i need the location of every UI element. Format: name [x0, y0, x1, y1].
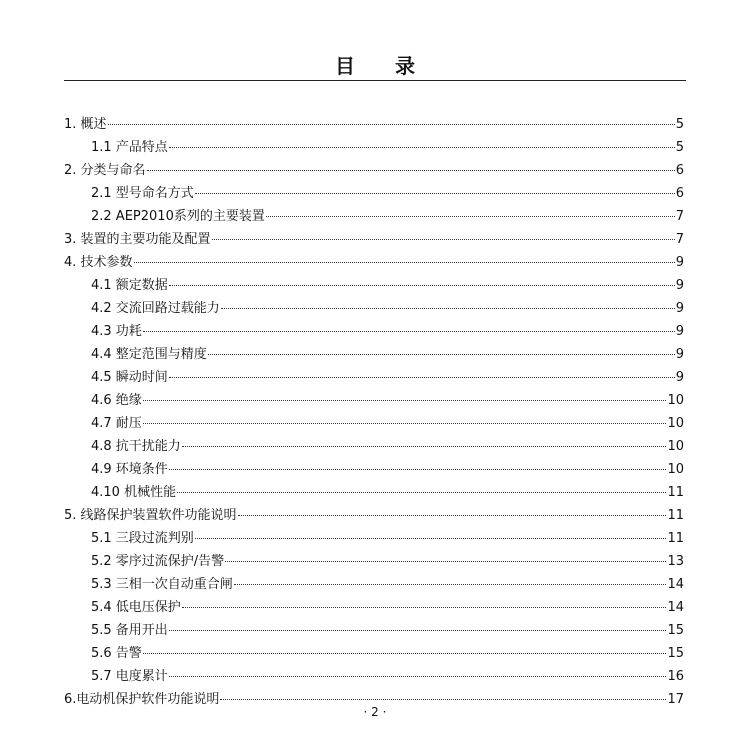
dot-leader [238, 515, 667, 516]
title-char-2: 录 [395, 54, 415, 78]
toc-entry-page: 6 [675, 163, 684, 178]
page-title [0, 50, 750, 79]
toc-entry-page: 11 [667, 485, 684, 500]
toc-entry-label: 4.4 整定范围与精度 [91, 347, 207, 362]
table-of-contents [64, 113, 684, 711]
dot-leader [169, 630, 667, 631]
toc-entry-label: 5.1 三段过流判别 [91, 531, 194, 546]
toc-entry-label: 4.10 机械性能 [91, 485, 177, 500]
toc-entry[interactable] [64, 619, 684, 642]
toc-entry-page: 11 [667, 508, 684, 523]
toc-entry-page: 7 [675, 209, 684, 224]
dot-leader [182, 607, 667, 608]
toc-entry[interactable] [64, 412, 684, 435]
toc-entry[interactable] [64, 458, 684, 481]
dot-leader [225, 561, 666, 562]
dot-leader [134, 262, 675, 263]
toc-entry[interactable] [64, 228, 684, 251]
toc-entry[interactable] [64, 504, 684, 527]
toc-entry-page: 10 [667, 439, 684, 454]
toc-entry-page: 14 [667, 577, 684, 592]
toc-entry[interactable] [64, 389, 684, 412]
toc-entry-page: 6 [675, 186, 684, 201]
toc-entry-label: 4.8 抗干扰能力 [91, 439, 181, 454]
toc-entry[interactable] [64, 205, 684, 228]
toc-entry[interactable] [64, 274, 684, 297]
dot-leader [266, 216, 675, 217]
page-number: · 2 · [363, 705, 387, 719]
toc-entry-label: 5.3 三相一次自动重合闸 [91, 577, 233, 592]
toc-entry-page: 5 [675, 117, 684, 132]
toc-entry[interactable] [64, 182, 684, 205]
toc-entry-label: 4.6 绝缘 [91, 393, 142, 408]
toc-entry-page: 16 [667, 669, 684, 684]
title-char-1: 目 [335, 54, 355, 78]
toc-entry[interactable] [64, 159, 684, 182]
toc-entry-label: 1.1 产品特点 [91, 140, 168, 155]
title-divider [64, 80, 686, 81]
toc-entry-label: 4.5 瞬动时间 [91, 370, 168, 385]
toc-entry[interactable] [64, 642, 684, 665]
toc-entry-page: 9 [675, 278, 684, 293]
toc-entry-label: 2. 分类与命名 [64, 163, 146, 178]
dot-leader [195, 193, 675, 194]
dot-leader [234, 584, 667, 585]
toc-entry[interactable] [64, 665, 684, 688]
toc-entry[interactable] [64, 297, 684, 320]
dot-leader [221, 308, 675, 309]
dot-leader [169, 285, 675, 286]
dot-leader [182, 446, 667, 447]
dot-leader [169, 469, 667, 470]
toc-entry-page: 9 [675, 370, 684, 385]
toc-entry[interactable] [64, 481, 684, 504]
dot-leader [108, 124, 675, 125]
toc-entry-page: 13 [667, 554, 684, 569]
toc-entry-label: 5.2 零序过流保护/告警 [91, 554, 225, 569]
toc-entry-page: 10 [667, 462, 684, 477]
toc-entry-label: 5. 线路保护装置软件功能说明 [64, 508, 237, 523]
toc-entry[interactable] [64, 527, 684, 550]
toc-entry[interactable] [64, 251, 684, 274]
toc-entry[interactable] [64, 435, 684, 458]
toc-entry[interactable] [64, 113, 684, 136]
toc-entry-label: 4.7 耐压 [91, 416, 142, 431]
toc-entry[interactable] [64, 596, 684, 619]
toc-entry-label: 4.1 额定数据 [91, 278, 168, 293]
toc-entry-page: 9 [675, 347, 684, 362]
toc-entry-label: 1. 概述 [64, 117, 107, 132]
toc-entry-label: 4.3 功耗 [91, 324, 142, 339]
toc-entry-page: 9 [675, 301, 684, 316]
toc-entry[interactable] [64, 366, 684, 389]
toc-entry-page: 15 [667, 646, 684, 661]
dot-leader [143, 400, 667, 401]
dot-leader [169, 377, 675, 378]
toc-entry-page: 11 [667, 531, 684, 546]
dot-leader [169, 676, 667, 677]
dot-leader [195, 538, 667, 539]
toc-entry[interactable] [64, 550, 684, 573]
dot-leader [208, 354, 675, 355]
toc-entry-label: 5.7 电度累计 [91, 669, 168, 684]
dot-leader [143, 331, 675, 332]
dot-leader [177, 492, 666, 493]
dot-leader [212, 239, 675, 240]
toc-entry-page: 5 [675, 140, 684, 155]
toc-entry-page: 10 [667, 416, 684, 431]
toc-entry-label: 5.4 低电压保护 [91, 600, 181, 615]
toc-entry-label: 2.2 AEP2010系列的主要装置 [91, 209, 265, 224]
toc-entry-page: 7 [675, 232, 684, 247]
toc-entry[interactable] [64, 320, 684, 343]
toc-entry-label: 6.电动机保护软件功能说明 [64, 692, 220, 707]
toc-entry-label: 4.9 环境条件 [91, 462, 168, 477]
toc-entry-label: 2.1 型号命名方式 [91, 186, 194, 201]
toc-entry[interactable] [64, 573, 684, 596]
toc-entry-label: 5.5 备用开出 [91, 623, 168, 638]
toc-entry-label: 3. 装置的主要功能及配置 [64, 232, 211, 247]
toc-entry-page: 10 [667, 393, 684, 408]
toc-entry-page: 15 [667, 623, 684, 638]
toc-entry-label: 4.2 交流回路过载能力 [91, 301, 220, 316]
toc-entry-page: 17 [667, 692, 684, 707]
dot-leader [143, 423, 667, 424]
toc-entry-page: 14 [667, 600, 684, 615]
dot-leader [143, 653, 667, 654]
toc-entry[interactable] [64, 136, 684, 159]
dot-leader [220, 699, 666, 700]
dot-leader [169, 147, 675, 148]
toc-entry[interactable] [64, 343, 684, 366]
toc-entry-page: 9 [675, 324, 684, 339]
dot-leader [147, 170, 675, 171]
toc-entry-page: 9 [675, 255, 684, 270]
toc-entry-label: 4. 技术参数 [64, 255, 133, 270]
toc-entry-label: 5.6 告警 [91, 646, 142, 661]
